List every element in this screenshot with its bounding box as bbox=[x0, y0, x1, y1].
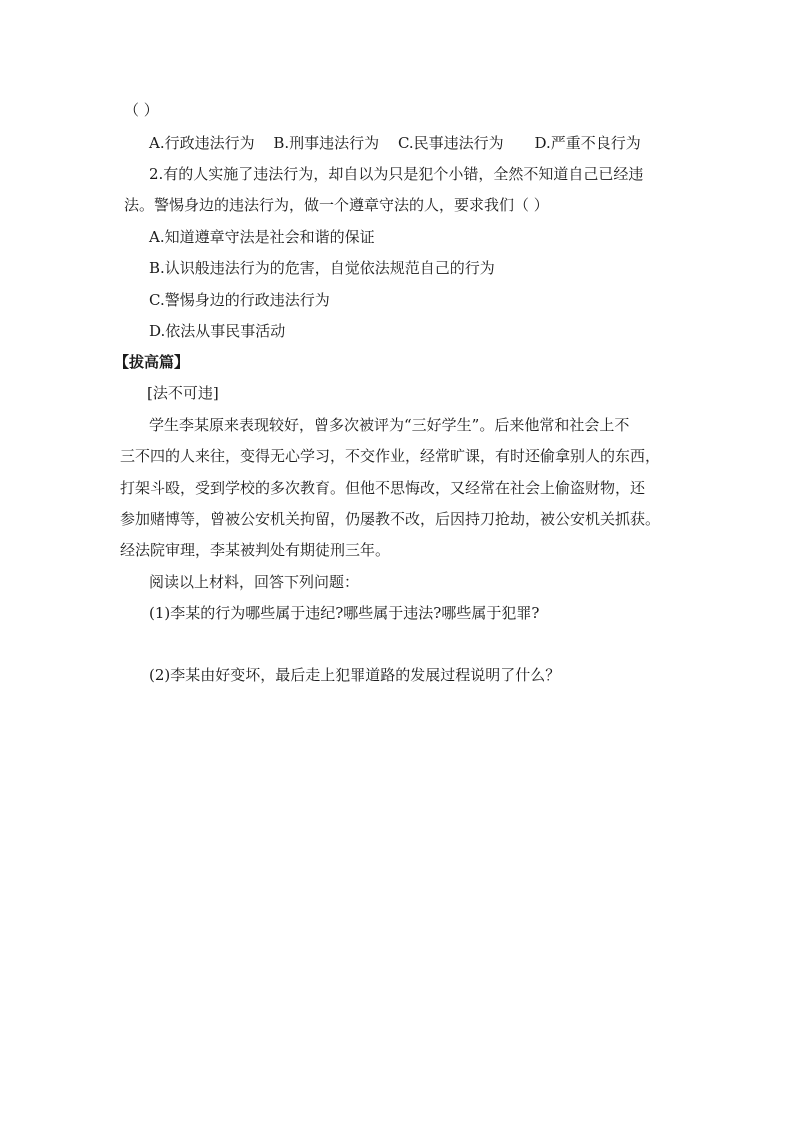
q1-option-c: C.民事违法行为 bbox=[397, 134, 504, 152]
q1-option-a: A.行政违法行为 bbox=[149, 134, 255, 152]
paragraph-line-3: 打架斗殴，受到学校的多次教育。但他不思悔改，又经常在社会上偷盗财物，还 bbox=[120, 479, 646, 497]
paragraph-line-4: 参加赌博等，曾被公安机关拘留，仍屡教不改，后因持刀抢劫，被公安机关抓获。 bbox=[120, 510, 661, 528]
sub-question-2: (2)李某由好变坏，最后走上犯罪道路的发展过程说明了什么？ bbox=[149, 666, 561, 684]
q1-option-b: B.刑事违法行为 bbox=[273, 134, 380, 152]
sub-question-1: (1)李某的行为哪些属于违纪?哪些属于违法?哪些属于犯罪? bbox=[149, 604, 540, 622]
q2-option-b: B.认识般违法行为的危害，自觉依法规范自己的行为 bbox=[149, 259, 495, 277]
answer-parentheses: （ ） bbox=[124, 101, 159, 119]
q2-option-d: D.依法从事民事活动 bbox=[149, 322, 286, 340]
q2-stem-line-1: 2.有的人实施了违法行为，却自以为只是犯个小错，全然不知道自己已经违 bbox=[149, 165, 644, 183]
q1-options bbox=[149, 133, 641, 153]
q2-stem-line-2: 法。警惕身边的违法行为，做一个遵章守法的人，要求我们（ ） bbox=[124, 196, 549, 214]
section-subtitle: [法不可违] bbox=[147, 384, 219, 402]
q1-option-d: D.严重不良行为 bbox=[534, 134, 641, 152]
paragraph-line-5: 经法院审理，李某被判处有期徒刑三年。 bbox=[120, 541, 391, 559]
instruction-text: 阅读以上材料，回答下列问题： bbox=[149, 573, 360, 591]
paragraph-line-1: 学生李某原来表现较好，曾多次被评为“三好学生”。后来他常和社会上不 bbox=[149, 416, 630, 434]
section-heading: 【拔高篇】 bbox=[114, 353, 190, 371]
paragraph-line-2: 三不四的人来往，变得无心学习，不交作业，经常旷课，有时还偷拿别人的东西， bbox=[120, 447, 661, 465]
q2-option-c: C.警惕身边的行政违法行为 bbox=[149, 291, 330, 309]
q2-option-a: A.知道遵章守法是社会和谐的保证 bbox=[149, 228, 375, 246]
